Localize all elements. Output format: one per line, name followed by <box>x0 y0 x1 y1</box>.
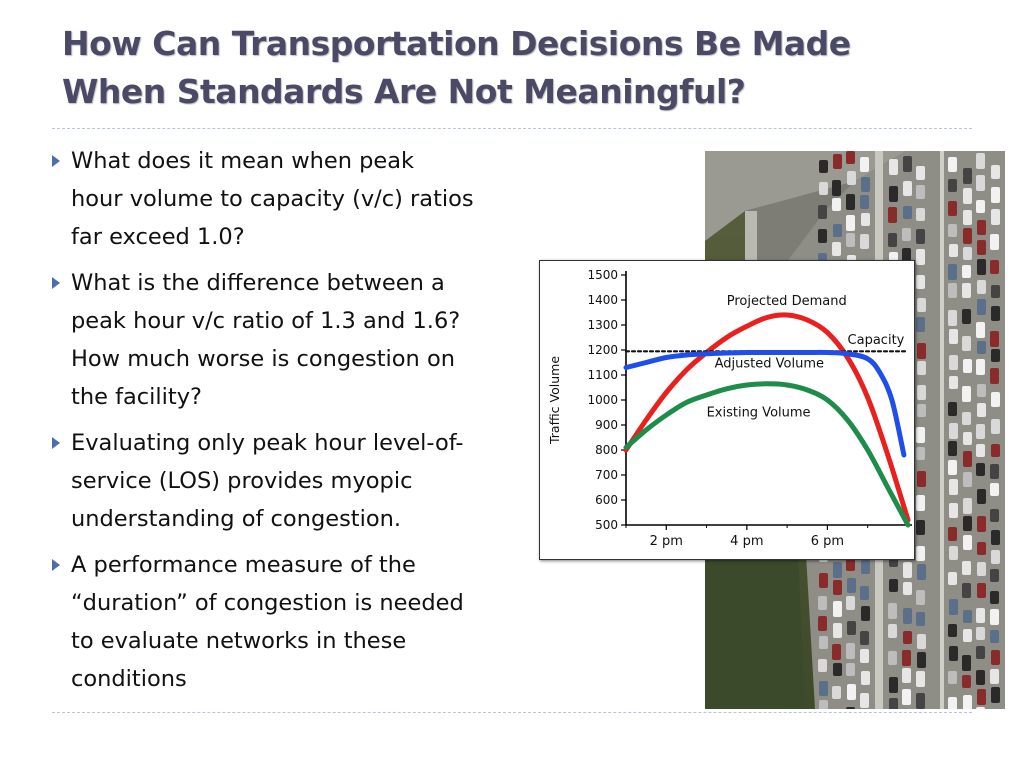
top-divider <box>52 128 972 129</box>
car-shape <box>917 361 926 375</box>
car-shape <box>990 609 999 625</box>
y-tick-label: 1500 <box>587 268 618 282</box>
car-shape <box>948 460 957 475</box>
car-shape <box>832 644 841 660</box>
car-shape <box>990 569 999 582</box>
car-shape <box>976 627 985 640</box>
car-shape <box>888 603 897 619</box>
bullet-line: the facility? <box>71 384 202 410</box>
bullet-item <box>50 264 530 416</box>
car-shape <box>917 564 926 580</box>
y-tick-label: 1100 <box>587 368 618 382</box>
title-line-1: How Can Transportation Decisions Be Made <box>62 24 851 63</box>
car-shape <box>917 404 926 417</box>
bullet-line: peak hour v/c ratio of 1.3 and 1.6? <box>71 308 461 334</box>
bullet-line: A performance measure of the <box>71 552 416 578</box>
car-shape <box>903 206 912 219</box>
car-shape <box>833 623 842 638</box>
car-shape <box>976 608 985 623</box>
car-shape <box>860 234 869 249</box>
car-shape <box>889 159 898 175</box>
car-shape <box>991 687 1000 703</box>
car-shape <box>916 546 925 561</box>
car-shape <box>948 527 957 541</box>
car-shape <box>991 444 1000 457</box>
car-shape <box>903 631 912 644</box>
car-shape <box>917 343 926 359</box>
bullet-arrow-icon <box>52 277 60 289</box>
car-shape <box>990 331 999 347</box>
car-shape <box>888 233 897 247</box>
car-shape <box>963 432 972 445</box>
car-shape <box>977 259 986 275</box>
car-shape <box>963 228 972 244</box>
car-shape <box>991 285 1000 298</box>
car-shape <box>963 359 972 373</box>
car-shape <box>962 561 971 575</box>
car-shape <box>833 601 842 617</box>
car-shape <box>847 171 856 185</box>
bullet-line: far exceed 1.0? <box>71 224 245 250</box>
car-shape <box>949 646 958 661</box>
car-shape <box>948 572 957 585</box>
car-shape <box>819 160 828 173</box>
car-shape <box>833 663 842 676</box>
car-shape <box>990 234 999 250</box>
car-shape <box>963 168 972 184</box>
car-shape <box>991 306 1000 321</box>
bullet-arrow-icon <box>52 559 60 571</box>
car-shape <box>948 201 957 216</box>
car-shape <box>903 181 912 196</box>
car-shape <box>977 489 986 504</box>
bullet-list <box>50 142 530 706</box>
car-shape <box>963 535 972 550</box>
car-shape <box>977 280 986 294</box>
car-shape <box>990 669 999 684</box>
car-shape <box>889 579 898 592</box>
car-shape <box>819 182 828 195</box>
car-shape <box>916 427 925 443</box>
bullet-item <box>50 546 530 698</box>
car-shape <box>847 684 856 700</box>
car-shape <box>916 208 925 221</box>
car-shape <box>833 224 842 237</box>
series-label: Existing Volume <box>706 405 811 421</box>
car-shape <box>861 606 870 621</box>
car-shape <box>832 198 841 211</box>
car-shape <box>977 403 986 417</box>
bullet-line: “duration” of congestion is needed <box>71 590 464 616</box>
car-shape <box>962 655 971 671</box>
chart-canvas <box>540 261 914 559</box>
series-label: Projected Demand <box>726 294 847 309</box>
car-shape <box>888 624 897 638</box>
car-shape <box>917 298 926 312</box>
bullet-item <box>50 142 530 256</box>
car-shape <box>962 283 971 298</box>
car-shape <box>860 693 869 708</box>
car-shape <box>889 677 898 693</box>
car-shape <box>846 151 855 164</box>
car-shape <box>977 240 986 255</box>
car-shape <box>949 423 958 439</box>
car-shape <box>916 693 925 709</box>
car-shape <box>991 550 1000 564</box>
y-tick-label: 500 <box>595 518 618 532</box>
car-shape <box>916 166 925 180</box>
x-tick-label: 6 pm <box>810 534 845 549</box>
car-shape <box>860 586 869 600</box>
car-shape <box>977 341 986 354</box>
car-shape <box>976 200 985 213</box>
car-shape <box>902 228 911 241</box>
car-shape <box>990 509 999 522</box>
car-shape <box>888 207 897 223</box>
car-shape <box>948 624 957 637</box>
car-shape <box>949 329 958 344</box>
car-shape <box>977 689 986 705</box>
car-shape <box>949 376 958 389</box>
car-shape <box>916 229 925 244</box>
car-shape <box>949 599 958 615</box>
car-shape <box>948 310 957 326</box>
car-shape <box>903 608 912 624</box>
x-tick-label: 4 pm <box>730 534 764 549</box>
car-shape <box>949 503 958 518</box>
bullet-arrow-icon <box>52 437 60 449</box>
car-shape <box>990 260 999 274</box>
car-shape <box>846 663 855 676</box>
car-shape <box>963 498 972 514</box>
car-shape <box>977 516 986 532</box>
bullet-line: Evaluating only peak hour level-of- <box>71 430 464 456</box>
car-shape <box>903 156 912 172</box>
car-shape <box>962 675 971 688</box>
car-shape <box>991 650 1000 665</box>
car-shape <box>948 264 957 280</box>
car-shape <box>916 447 925 460</box>
car-shape <box>917 471 926 487</box>
bullet-item <box>50 424 530 538</box>
car-shape <box>962 265 971 278</box>
car-shape <box>833 562 842 578</box>
bullet-arrow-icon <box>52 155 60 167</box>
car-shape <box>819 681 828 696</box>
car-shape <box>949 479 958 495</box>
car-shape <box>963 451 972 467</box>
car-shape <box>902 668 911 683</box>
car-shape <box>977 299 986 315</box>
car-shape <box>948 697 957 709</box>
y-tick-label: 900 <box>595 418 618 432</box>
bullet-line: understanding of congestion. <box>71 506 402 532</box>
car-shape <box>833 154 842 169</box>
car-shape <box>847 621 856 635</box>
car-shape <box>976 424 985 439</box>
car-shape <box>963 472 972 487</box>
car-shape <box>889 186 898 202</box>
car-shape <box>860 157 869 172</box>
car-shape <box>861 560 870 574</box>
car-shape <box>963 629 972 642</box>
car-shape <box>846 233 855 247</box>
car-shape <box>991 209 1000 225</box>
car-shape <box>948 224 957 237</box>
car-shape <box>818 659 827 672</box>
car-shape <box>916 495 925 511</box>
car-shape <box>832 686 841 699</box>
car-shape <box>819 700 828 709</box>
car-shape <box>976 153 985 169</box>
car-shape <box>818 229 827 243</box>
car-shape <box>903 582 912 595</box>
car-shape <box>977 562 986 576</box>
slide-title <box>62 20 962 116</box>
car-shape <box>976 444 985 457</box>
car-shape <box>976 322 985 338</box>
car-shape <box>977 220 986 235</box>
car-shape <box>861 671 870 685</box>
car-shape <box>962 412 971 425</box>
car-shape <box>861 177 870 192</box>
car-shape <box>818 205 827 219</box>
title-line-2: When Standards Are Not Meaningful? <box>62 72 746 111</box>
car-shape <box>916 249 925 265</box>
car-shape <box>818 616 827 631</box>
car-shape <box>991 187 1000 203</box>
car-shape <box>962 336 971 351</box>
car-shape <box>861 213 870 226</box>
y-tick-label: 1000 <box>587 393 618 407</box>
bottom-divider <box>52 712 972 713</box>
car-shape <box>976 707 985 709</box>
traffic-volume-chart <box>539 260 915 560</box>
car-shape <box>948 179 957 192</box>
bullet-line: How much worse is congestion on <box>71 346 455 372</box>
y-axis-label: Traffic Volume <box>547 355 562 445</box>
car-shape <box>976 646 985 659</box>
car-shape <box>903 562 912 578</box>
car-shape <box>991 165 1000 179</box>
y-tick-label: 600 <box>595 493 618 507</box>
car-shape <box>963 210 972 225</box>
car-shape <box>916 520 925 535</box>
car-shape <box>846 215 855 231</box>
car-shape <box>832 180 841 196</box>
car-shape <box>963 610 972 623</box>
car-shape <box>832 242 841 256</box>
car-shape <box>847 578 856 593</box>
series-label: Capacity <box>847 332 905 348</box>
car-shape <box>991 392 1000 407</box>
car-shape <box>949 355 958 370</box>
car-shape <box>917 385 926 400</box>
y-tick-label: 1400 <box>587 293 618 307</box>
car-shape <box>846 707 855 709</box>
car-shape <box>902 650 911 666</box>
car-shape <box>846 596 855 610</box>
car-shape <box>860 649 869 663</box>
car-shape <box>991 419 1000 434</box>
car-shape <box>949 546 958 560</box>
car-shape <box>948 441 957 456</box>
car-shape <box>962 309 971 324</box>
car-shape <box>860 631 869 645</box>
car-shape <box>977 542 986 555</box>
car-shape <box>963 247 972 260</box>
car-shape <box>916 275 925 289</box>
bullet-line: to evaluate networks in these <box>71 628 407 654</box>
car-shape <box>948 402 957 416</box>
car-shape <box>819 573 828 588</box>
bullet-line: What is the difference between a <box>71 270 445 296</box>
car-shape <box>846 194 855 210</box>
car-shape <box>917 634 926 649</box>
car-shape <box>819 636 828 649</box>
car-shape <box>963 516 972 531</box>
y-tick-label: 800 <box>595 443 618 457</box>
car-shape <box>949 244 958 257</box>
car-shape <box>916 590 925 605</box>
bullet-line: What does it mean when peak <box>71 148 415 174</box>
car-shape <box>963 188 972 204</box>
car-shape <box>888 651 897 665</box>
car-shape <box>976 463 985 476</box>
bullet-line: conditions <box>71 666 187 692</box>
car-shape <box>990 591 999 604</box>
car-shape <box>990 483 999 496</box>
car-shape <box>962 583 971 598</box>
car-shape <box>963 695 972 709</box>
car-shape <box>976 670 985 685</box>
car-shape <box>991 349 1000 362</box>
car-shape <box>917 652 926 668</box>
car-shape <box>990 368 999 384</box>
car-shape <box>818 596 827 610</box>
car-shape <box>948 157 957 172</box>
car-shape <box>976 175 985 191</box>
bullet-line: hour volume to capacity (v/c) ratios <box>71 186 474 212</box>
car-shape <box>976 359 985 375</box>
car-shape <box>916 317 925 332</box>
bullet-line: service (LOS) provides myopic <box>71 468 413 494</box>
car-shape <box>990 630 999 643</box>
car-shape <box>916 671 925 687</box>
car-shape <box>962 386 971 402</box>
car-shape <box>977 384 986 397</box>
car-shape <box>977 583 986 598</box>
car-shape <box>916 185 925 199</box>
car-shape <box>991 530 1000 545</box>
car-shape <box>846 643 855 659</box>
car-shape <box>948 283 957 298</box>
car-shape <box>948 671 957 684</box>
car-shape <box>990 464 999 479</box>
y-tick-label: 1300 <box>587 318 618 332</box>
car-shape <box>889 698 898 709</box>
car-shape <box>916 612 925 626</box>
car-shape <box>860 195 869 209</box>
car-shape <box>833 580 842 595</box>
y-tick-label: 700 <box>595 468 618 482</box>
series-label: Adjusted Volume <box>714 356 824 372</box>
y-tick-label: 1200 <box>587 343 618 357</box>
x-tick-label: 2 pm <box>649 534 683 549</box>
car-shape <box>902 689 911 705</box>
